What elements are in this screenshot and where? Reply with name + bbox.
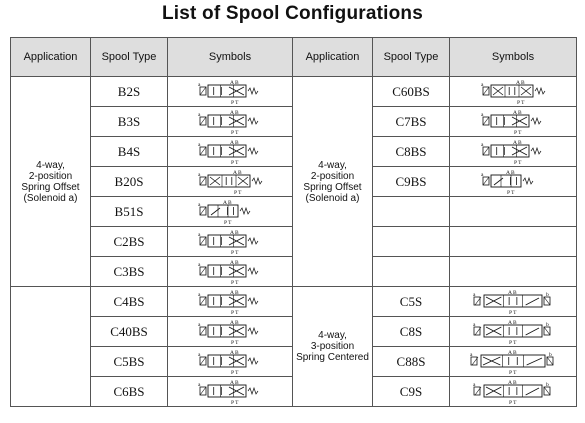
application-right-group-a-line: 2-position — [310, 170, 355, 182]
svg-text:a: a — [198, 231, 201, 238]
svg-text:a: a — [198, 141, 201, 148]
application-right-group-a-line: Spring Offset — [303, 181, 362, 193]
svg-text:A B: A B — [508, 289, 517, 296]
spool-3pos-wide-icon — [450, 347, 577, 377]
application-right-group-b-line: 4-way, — [318, 330, 347, 341]
svg-text:P T: P T — [231, 279, 239, 285]
svg-text:P T: P T — [514, 129, 522, 135]
spool-type-cell: B4S — [91, 137, 168, 167]
svg-text:b: b — [546, 381, 549, 388]
svg-text:A B: A B — [230, 349, 239, 356]
application-left-empty — [11, 287, 91, 407]
application-right-group-b — [293, 287, 373, 407]
svg-text:P T: P T — [514, 159, 522, 165]
spool-type-cell: C8BS — [373, 137, 450, 167]
header-spool-type: Spool Type — [91, 38, 168, 77]
svg-text:A B: A B — [230, 79, 239, 86]
svg-text:a: a — [198, 111, 201, 118]
spool-3pos-icon — [450, 317, 577, 347]
svg-text:a: a — [481, 111, 484, 118]
empty-cell — [450, 257, 577, 287]
header-application: Application — [11, 38, 91, 77]
spool-3pos-icon — [450, 377, 577, 407]
spool-2pos-icon — [168, 257, 293, 287]
empty-cell — [450, 227, 577, 257]
svg-text:A B: A B — [230, 139, 239, 146]
svg-text:b: b — [549, 351, 552, 358]
spool-type-cell: C5S — [373, 287, 450, 317]
svg-text:A B: A B — [233, 169, 242, 176]
svg-text:a: a — [473, 321, 476, 328]
svg-text:P T: P T — [231, 339, 239, 345]
spool-type-cell: C9BS — [373, 167, 450, 197]
spool-2pos-icon — [168, 347, 293, 377]
svg-text:A B: A B — [513, 109, 522, 116]
spool-2pos-icon — [450, 107, 577, 137]
spool-type-cell: C8S — [373, 317, 450, 347]
svg-text:P T: P T — [231, 369, 239, 375]
spool-2pos-icon — [168, 377, 293, 407]
spool-type-cell — [373, 257, 450, 287]
application-left-group-a-line: Spring Offset — [21, 181, 80, 193]
spool-type-cell: C88S — [373, 347, 450, 377]
svg-text:a: a — [481, 141, 484, 148]
svg-text:A B: A B — [230, 319, 239, 326]
svg-text:a: a — [198, 171, 201, 178]
application-left-group-a-line: 2-position — [28, 170, 73, 182]
page-title: List of Spool Configurations — [161, 3, 423, 24]
application-right-group-a-line: 4-way, — [318, 159, 347, 171]
application-left-group-a — [11, 77, 91, 287]
spool-type-cell: C5BS — [91, 347, 168, 377]
spool-type-cell: B2S — [91, 77, 168, 107]
spool-type-cell: B3S — [91, 107, 168, 137]
header-symbols-right: Symbols — [450, 38, 577, 77]
empty-cell — [450, 197, 577, 227]
svg-text:A B: A B — [230, 289, 239, 296]
svg-text:A B: A B — [230, 379, 239, 386]
svg-text:A B: A B — [508, 379, 517, 386]
svg-text:P T: P T — [509, 309, 517, 315]
spool-2pos-icon — [168, 287, 293, 317]
spool-2pos-icon — [168, 227, 293, 257]
spool-type-cell: C9S — [373, 377, 450, 407]
spool-type-cell: B20S — [91, 167, 168, 197]
spool-3box-icon — [450, 77, 577, 107]
svg-text:a: a — [470, 351, 473, 358]
spool-3pos-icon — [450, 287, 577, 317]
application-left-group-a-line: (Solenoid a) — [23, 192, 78, 204]
svg-text:P T: P T — [509, 369, 517, 375]
svg-text:A B: A B — [516, 79, 525, 86]
spool-type-cell: C3BS — [91, 257, 168, 287]
spool-type-cell: B51S — [91, 197, 168, 227]
svg-text:a: a — [198, 381, 201, 388]
svg-text:P T: P T — [231, 159, 239, 165]
svg-text:a: a — [481, 171, 484, 178]
spool-2pos-icon — [168, 77, 293, 107]
svg-text:a: a — [473, 291, 476, 298]
spool-table — [10, 37, 577, 407]
header-spool-type-right: Spool Type — [373, 38, 450, 77]
svg-text:P T: P T — [224, 219, 232, 225]
application-right-group-a — [293, 77, 373, 287]
svg-text:a: a — [481, 81, 484, 88]
spool-short-icon — [168, 197, 293, 227]
svg-text:A B: A B — [223, 199, 232, 206]
spool-2pos-icon — [168, 107, 293, 137]
header-row — [11, 38, 577, 77]
spool-type-cell — [373, 227, 450, 257]
spool-2pos-icon — [450, 137, 577, 167]
svg-text:a: a — [198, 201, 201, 208]
svg-text:a: a — [198, 261, 201, 268]
spool-short-icon — [450, 167, 577, 197]
svg-text:P T: P T — [517, 99, 525, 105]
svg-text:A B: A B — [508, 319, 517, 326]
table-row — [11, 287, 577, 317]
svg-text:A B: A B — [513, 139, 522, 146]
svg-text:P T: P T — [231, 99, 239, 105]
svg-text:P T: P T — [231, 249, 239, 255]
spool-type-cell: C60BS — [373, 77, 450, 107]
application-right-group-a-line: (Solenoid a) — [305, 192, 360, 204]
svg-text:A B: A B — [506, 169, 515, 176]
spool-type-cell: C2BS — [91, 227, 168, 257]
header-symbols: Symbols — [168, 38, 293, 77]
spool-type-cell: C6BS — [91, 377, 168, 407]
svg-text:A B: A B — [230, 259, 239, 266]
svg-text:a: a — [198, 291, 201, 298]
svg-text:a: a — [198, 351, 201, 358]
application-right-group-b-line: 3-position — [310, 341, 355, 352]
application-left-group-a-line: 4-way, — [36, 159, 65, 171]
svg-text:A B: A B — [230, 109, 239, 116]
svg-text:a: a — [198, 321, 201, 328]
spool-type-cell: C4BS — [91, 287, 168, 317]
svg-text:a: a — [473, 381, 476, 388]
svg-text:A B: A B — [508, 349, 517, 356]
svg-text:P T: P T — [234, 189, 242, 195]
svg-text:P T: P T — [231, 309, 239, 315]
svg-text:b: b — [546, 291, 549, 298]
svg-text:P T: P T — [509, 399, 517, 405]
svg-text:P T: P T — [231, 399, 239, 405]
spool-3box-icon — [168, 167, 293, 197]
svg-text:b: b — [546, 321, 549, 328]
spool-2pos-icon — [168, 317, 293, 347]
application-right-group-b-line: Spring Centered — [296, 352, 369, 363]
spool-type-cell: C40BS — [91, 317, 168, 347]
header-application-right: Application — [293, 38, 373, 77]
spool-type-cell — [373, 197, 450, 227]
spool-type-cell: C7BS — [373, 107, 450, 137]
spool-2pos-icon — [168, 137, 293, 167]
svg-text:P T: P T — [231, 129, 239, 135]
svg-text:a: a — [198, 81, 201, 88]
svg-text:P T: P T — [507, 189, 515, 195]
svg-text:A B: A B — [230, 229, 239, 236]
table-row — [11, 77, 577, 107]
svg-text:P T: P T — [509, 339, 517, 345]
